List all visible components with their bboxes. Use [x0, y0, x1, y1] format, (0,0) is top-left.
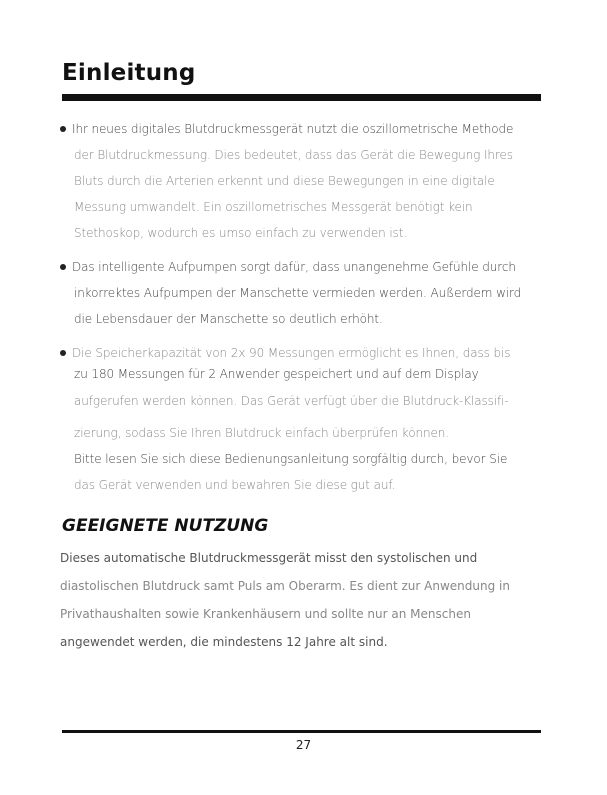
paragraph-line: Bluts durch die Arterien erkennt und diese Bewegungen in eine digitale	[74, 174, 495, 188]
paragraph-line: Messung umwandelt. Ein oszillometrisches Messgerät benötigt kein	[74, 200, 473, 214]
paragraph-line: aufgerufen werden können. Das Gerät verfügt über die Blutdruck-Klassifi-	[74, 394, 509, 408]
paragraph-3	[60, 340, 545, 446]
paragraph-line: diastolischen Blutdruck samt Puls am Oberarm. Es dient zur Anwendung in	[60, 579, 510, 593]
paragraph-line: Stethoskop, wodurch es umso einfach zu verwenden ist.	[74, 226, 408, 240]
page-title: Einleitung	[62, 60, 196, 86]
paragraph-line: Privathaushalten sowie Krankenhäusern und sollte nur an Menschen	[60, 607, 471, 621]
paragraph-line: Bitte lesen Sie sich diese Bedienungsanleitung sorgfältig durch, bevor Sie	[74, 452, 508, 466]
paragraph-line: die Lebensdauer der Manschette so deutlich erhöht.	[74, 312, 383, 326]
paragraph-line: Das intelligente Aufpumpen sorgt dafür, dass unangenehme Gefühle durch	[60, 254, 545, 280]
paragraph-line: der Blutdruckmessung. Dies bedeutet, dass das Gerät die Bewegung Ihres	[74, 148, 513, 162]
bullet-icon	[60, 264, 66, 270]
usage-paragraph	[60, 544, 545, 656]
paragraph-1	[60, 116, 545, 246]
paragraph-line: Dieses automatische Blutdruckmessgerät misst den systolischen und	[60, 551, 478, 565]
paragraph-line: zu 180 Messungen für 2 Anwender gespeichert und auf dem Display	[74, 367, 479, 381]
paragraph-4	[60, 446, 545, 498]
paragraph-line: zierung, sodass Sie Ihren Blutdruck einfach überprüfen können.	[74, 426, 449, 440]
paragraph-line: angewendet werden, die mindestens 12 Jahre alt sind.	[60, 635, 388, 649]
paragraph-line: inkorrektes Aufpumpen der Manschette vermieden werden. Außerdem wird	[74, 286, 522, 300]
bullet-icon	[60, 350, 66, 356]
footer-rule	[62, 730, 541, 733]
paragraph-line: Ihr neues digitales Blutdruckmessgerät nutzt die oszillometrische Methode	[60, 116, 545, 142]
paragraph-line: das Gerät verwenden und bewahren Sie diese gut auf.	[74, 478, 396, 492]
page-number: 27	[295, 738, 312, 752]
bullet-icon	[60, 126, 66, 132]
title-underline	[62, 94, 541, 101]
paragraph-line: Die Speicherkapazität von 2x 90 Messungen ermöglicht es Ihnen, dass bis	[60, 340, 545, 366]
paragraph-2	[60, 254, 545, 332]
section-heading: GEEIGNETE NUTZUNG	[62, 516, 269, 536]
